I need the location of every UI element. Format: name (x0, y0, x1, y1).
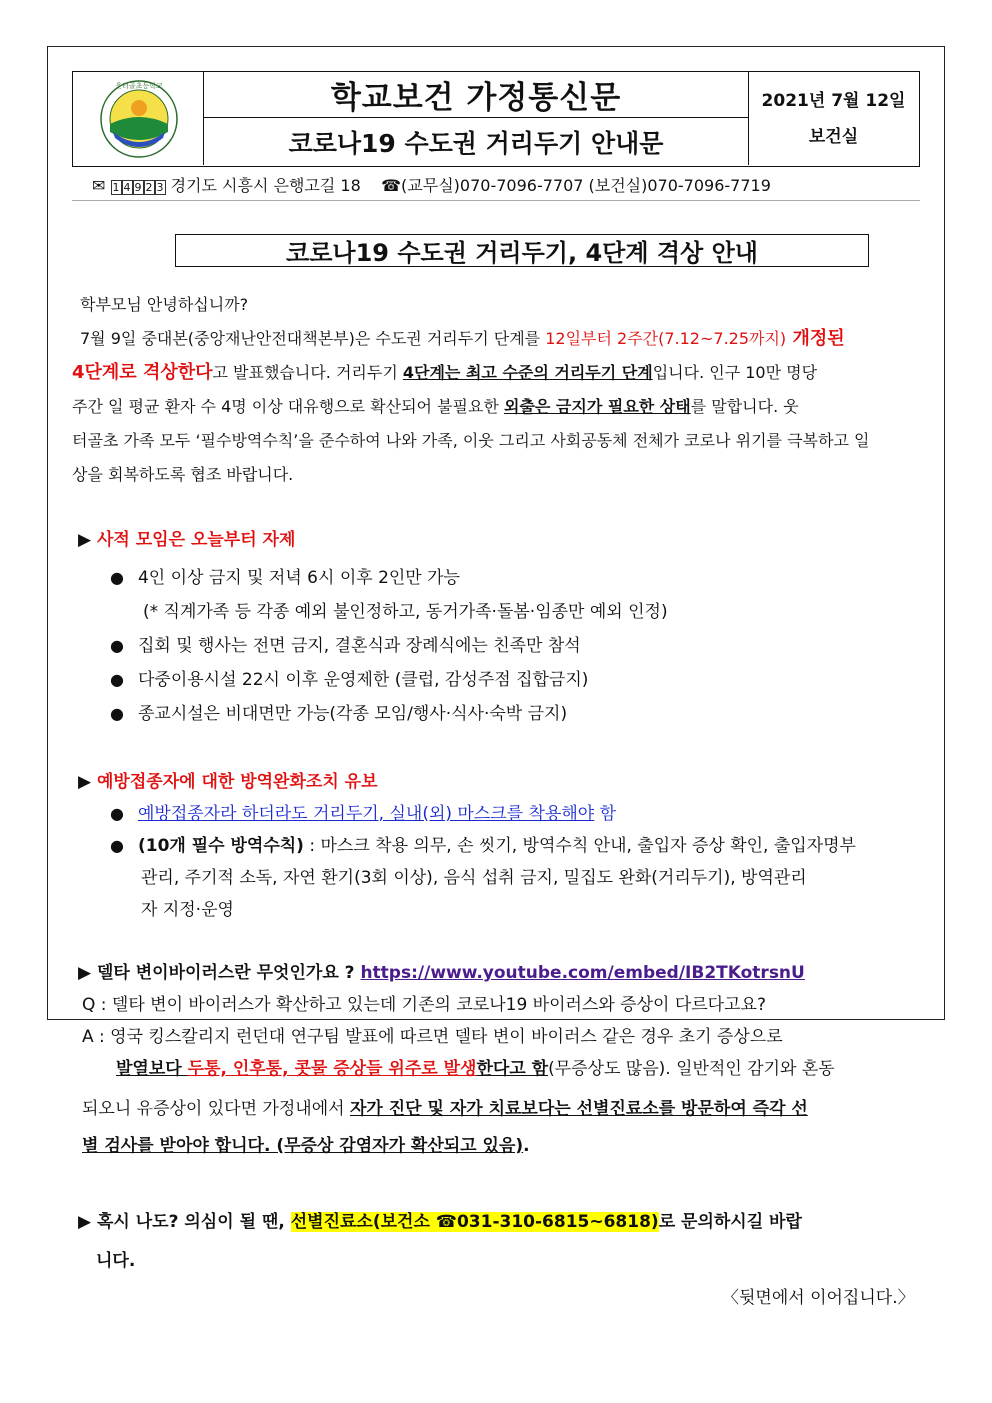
list-item: ● 다중이용시설 22시 이후 운영제한 (클럽, 감성주점 집합금지) (110, 670, 589, 690)
delta-answer-line-2: 발열보다 두통, 인후통, 콧물 증상들 위주로 발생한다고 함(무증상도 많음). 일반적인 감기와 혼동 (116, 1059, 835, 1079)
delta-answer-line-3: 되오니 유증상이 있다면 가정내에서 자가 진단 및 자가 치료보다는 선별진료소를 방문하여 즉각 선 (82, 1099, 808, 1119)
rules-line-2: 관리, 주기적 소독, 자연 환기(3회 이상), 음식 섭취 금지, 밀집도 완화(거리두기), 방역관리 (141, 868, 807, 888)
continued-note: 〈뒷면에서 이어집니다.〉 (722, 1288, 915, 1308)
greeting: 학부모님 안녕하십니까? (80, 295, 249, 314)
zip-digit: 1 (112, 181, 120, 194)
intro-line-1: 7월 9일 중대본(중앙재난안전대책본부)은 수도권 거리두기 단계를 12일부터 2주간(7.12~7.25까지) 개정된 (80, 328, 845, 349)
issue-date: 2021년 7월 12일 (761, 90, 906, 111)
delta-question: Q : 델타 변이 바이러스가 확산하고 있는데 기존의 코로나19 바이러스와 증상이 다르다고요? (82, 995, 766, 1015)
delta-answer-line-4: 별 검사를 받아야 합니다. (무증상 감염자가 확산되고 있음). (82, 1136, 530, 1156)
section-heading-delta: ▶ 델타 변이바이러스란 무엇인가요 ? https://www.youtube.com/embed/IB2TKotrsnU (78, 963, 805, 983)
exception-note: (* 직계가족 등 각종 예외 불인정하고, 동거가족·돌봄·임종만 예외 인정) (143, 602, 668, 622)
zip-digit: 9 (134, 181, 142, 194)
list-item: ● (10개 필수 방역수칙) : 마스크 착용 의무, 손 씻기, 방역수칙 안내, 출입자 증상 확인, 출입자명부 (110, 836, 856, 856)
date-cell (749, 72, 918, 165)
logo-caption: 웃터골초등학교 (115, 82, 163, 90)
list-item: ● 예방접종자라 하더라도 거리두기, 실내(외) 마스크를 착용해야 함 (110, 804, 617, 824)
notice-title: 코로나19 수도권 거리두기, 4단계 격상 안내 (175, 234, 869, 267)
inquiry-line: ▶ 혹시 나도? 의심이 될 땐, 선별진료소(보건소 ☎031-310-6815~6818)로 문의하시길 바랍 (78, 1212, 802, 1232)
clinic-phone: 선별진료소(보건소 ☎031-310-6815~6818) (290, 1212, 659, 1232)
page-subtitle: 코로나19 수도권 거리두기 안내문 (204, 118, 749, 165)
intro-line-3: 주간 일 평균 환자 수 4명 이상 대유행으로 확산되어 불필요한 외출은 금지가 필요한 상태를 말합니다. 웃 (72, 397, 799, 416)
rules-line-3: 자 지정·운영 (141, 900, 234, 920)
school-logo (73, 72, 204, 165)
zip-digit: 2 (145, 181, 153, 194)
address-line (92, 173, 912, 196)
list-item: ● 4인 이상 금지 및 저녁 6시 이후 2인만 가능 (110, 568, 460, 588)
intro-line-4: 터골초 가족 모두 ‘필수방역수칙’을 준수하여 나와 가족, 이웃 그리고 사회공동체 전체가 코로나 위기를 극복하고 일 (72, 431, 870, 450)
section-heading-vaccinated: ▶ 예방접종자에 대한 방역완화조치 유보 (78, 772, 378, 792)
zip-digit: 3 (156, 181, 164, 194)
youtube-link[interactable]: https://www.youtube.com/embed/IB2TKotrsnU (360, 963, 805, 983)
phone-numbers: ☎(교무실)070-7096-7707 (보건실)070-7096-7719 (381, 176, 771, 195)
mail-icon: ✉ (92, 176, 106, 195)
intro-line-2: 4단계로 격상한다고 발표했습니다. 거리두기 4단계는 최고 수준의 거리두기 단계입니다. 인구 10만 명당 (72, 362, 818, 383)
street-address: 경기도 시흥시 은행고길 18 (170, 176, 361, 195)
school-emblem-icon (73, 72, 204, 165)
inquiry-line-end: 니다. (96, 1251, 136, 1271)
delta-answer-line-1: A : 영국 킹스칼리지 런던대 연구팀 발표에 따르면 델타 변이 바이러스 같은 경우 초기 증상으로 (82, 1027, 783, 1047)
intro-line-5: 상을 회복하도록 협조 바랍니다. (72, 465, 294, 484)
issuing-office: 보건실 (808, 126, 859, 147)
header-table (72, 71, 920, 167)
intro-paragraph (72, 288, 920, 492)
section-heading-gatherings: ▶ 사적 모임은 오늘부터 자제 (78, 530, 296, 550)
list-item: ● 집회 및 행사는 전면 금지, 결혼식과 장례식에는 친족만 참석 (110, 636, 581, 656)
zip-digit: 4 (123, 181, 131, 194)
list-item: ● 종교시설은 비대면만 가능(각종 모임/행사·식사·숙박 금지) (110, 704, 568, 724)
header-divider (72, 200, 920, 201)
page-title: 학교보건 가정통신문 (204, 72, 749, 118)
